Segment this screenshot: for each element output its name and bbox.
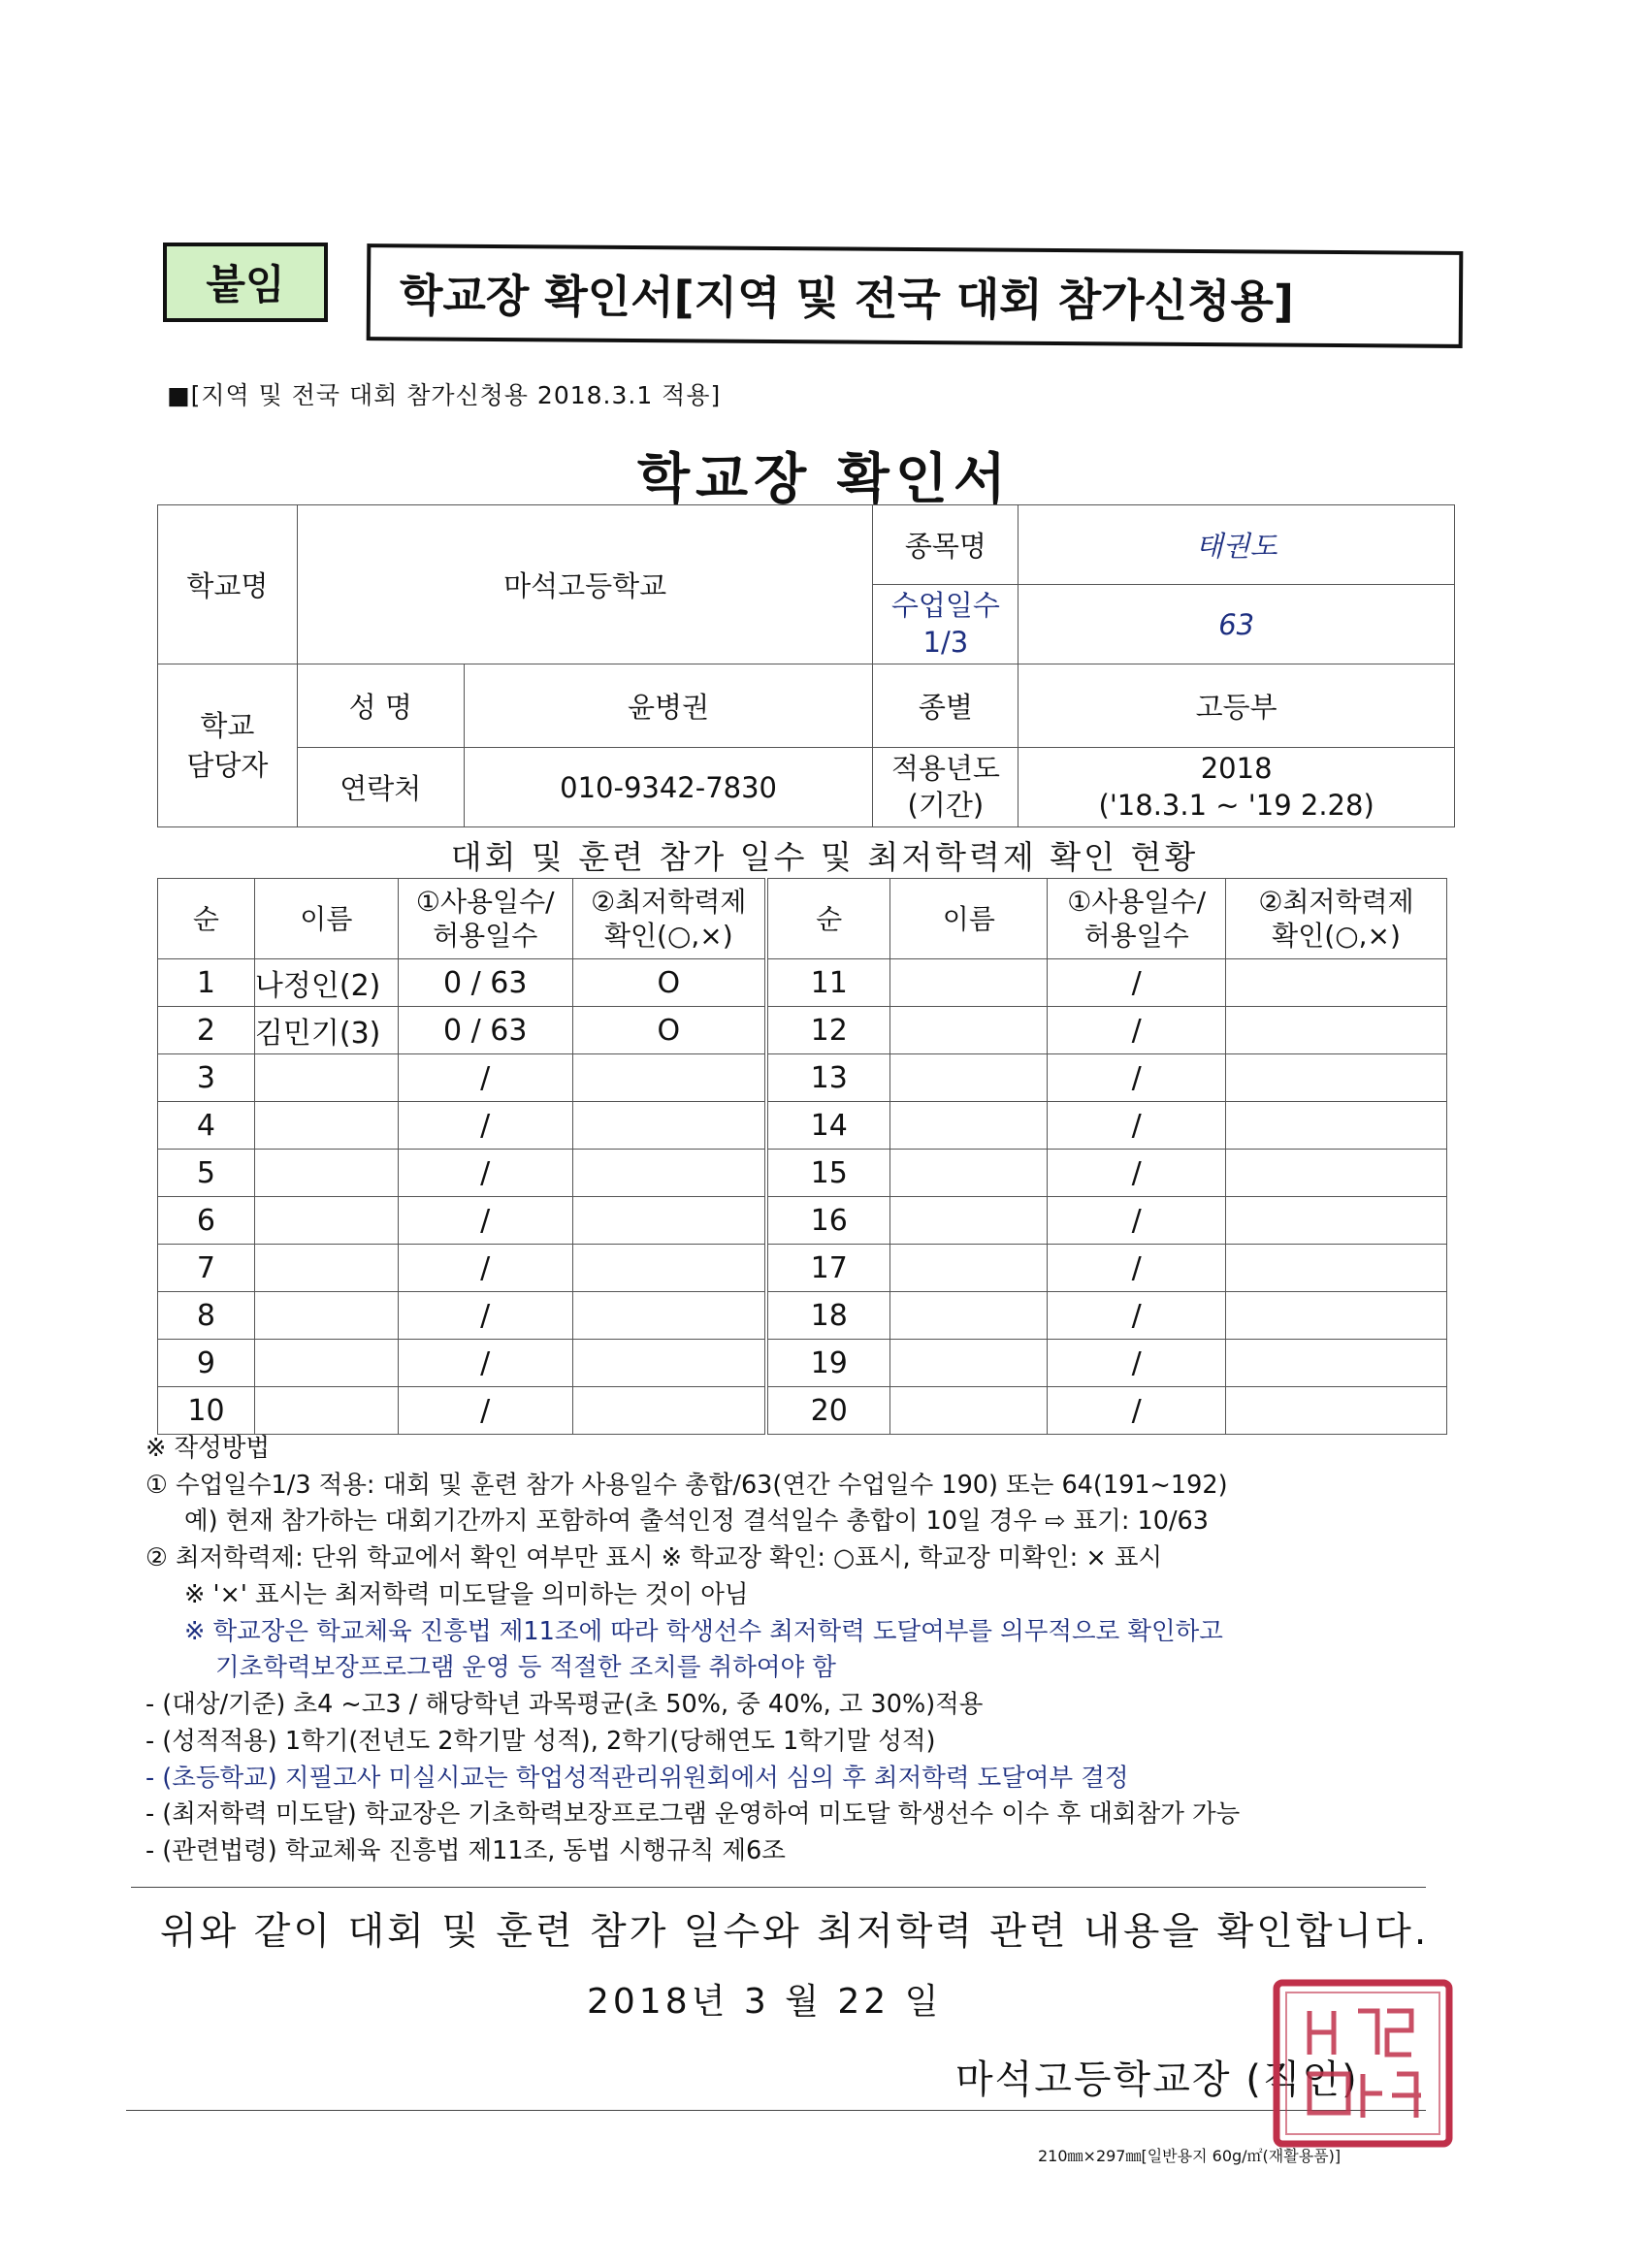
used-days: /: [1048, 1197, 1226, 1245]
participation-table: [157, 878, 1447, 1435]
min-academic-check: [1226, 1245, 1447, 1292]
application-note: ■[지역 및 전국 대회 참가신청용 2018.3.1 적용]: [167, 381, 722, 409]
confirmation-statement: 위와 같이 대회 및 훈련 참가 일수와 최저학력 관련 내용을 확인합니다.: [160, 1910, 1430, 1954]
student-name: [254, 1292, 398, 1340]
student-name: [890, 1245, 1048, 1292]
header-days-line2: 허용일수: [433, 920, 538, 952]
min-academic-check: [1226, 1387, 1447, 1435]
row-no: 13: [766, 1054, 890, 1102]
method-line-11: - (관련법령) 학교체육 진흥법 제11조, 동법 시행규칙 제6조: [146, 1836, 786, 1866]
header-no-right: 순: [766, 879, 890, 959]
student-name: [254, 1197, 398, 1245]
min-academic-check: O: [572, 959, 766, 1007]
row-no: 11: [766, 959, 890, 1007]
table-row: [158, 1387, 1447, 1435]
row-no: 4: [158, 1102, 255, 1150]
issue-date: 2018년 3 월 22 일: [587, 1982, 943, 2022]
event-label: 종목명: [873, 505, 1018, 585]
instructions: [146, 1431, 1523, 1870]
category-value: 고등부: [1018, 664, 1455, 748]
student-name: [890, 1054, 1048, 1102]
row-no: 3: [158, 1054, 255, 1102]
table-row: [158, 959, 1447, 1007]
used-days: /: [398, 1150, 572, 1197]
method-line-2: 예) 현재 참가하는 대회기간까지 포함하여 출석인정 결석일수 총합이 10일 경우 ⇨ 표기: 10/63: [184, 1507, 1209, 1537]
year-value-line2: ('18.3.1 ~ '19 2.28): [1098, 788, 1374, 822]
official-seal-stamp: [1271, 1977, 1455, 2150]
student-name: [890, 1197, 1048, 1245]
min-academic-check: [1226, 1292, 1447, 1340]
divider-top: [131, 1887, 1426, 1888]
header-check-right-line2: 확인(○,×): [1272, 920, 1401, 952]
min-academic-check: [1226, 1102, 1447, 1150]
method-heading: ※ 작성방법: [146, 1434, 271, 1463]
header-days-line1: ①사용일수/: [415, 886, 555, 918]
principal-signature-line: 마석고등학교장 (직인): [955, 2057, 1359, 2102]
used-days: /: [398, 1197, 572, 1245]
min-academic-check: [1226, 1340, 1447, 1387]
method-line-6: 기초학력보장프로그램 운영 등 적절한 조치를 취하여야 함: [215, 1653, 836, 1683]
row-no: 9: [158, 1340, 255, 1387]
table-row: [158, 1007, 1447, 1054]
student-name: [890, 1292, 1048, 1340]
year-label-line1: 적용년도: [890, 751, 1000, 785]
used-days: /: [1048, 1387, 1226, 1435]
student-name: [254, 1245, 398, 1292]
row-no: 12: [766, 1007, 890, 1054]
min-academic-check: [1226, 959, 1447, 1007]
contact-label-line2: 담당자: [186, 748, 269, 782]
method-line-5: ※ 학교장은 학교체육 진흥법 제11조에 따라 학생선수 최저학력 도달여부를 의무적으로 확인하고: [184, 1616, 1223, 1646]
used-days: /: [1048, 1292, 1226, 1340]
header-days-right-line1: ①사용일수/: [1067, 886, 1207, 918]
table-row: [158, 1292, 1447, 1340]
days-value: 63: [1018, 585, 1455, 664]
header-title: 학교장 확인서[지역 및 전국 대회 참가신청용]: [367, 243, 1464, 348]
student-name: [254, 1102, 398, 1150]
used-days: /: [398, 1102, 572, 1150]
min-academic-check: [572, 1150, 766, 1197]
method-line-9: - (초등학교) 지필고사 미실시교는 학업성적관리위원회에서 심의 후 최저학력 도달여부 결정: [146, 1763, 1129, 1793]
student-name: [890, 1102, 1048, 1150]
phone-label: 연락처: [297, 748, 464, 827]
student-name: [890, 1340, 1048, 1387]
used-days: 0 / 63: [398, 959, 572, 1007]
row-no: 19: [766, 1340, 890, 1387]
row-no: 20: [766, 1387, 890, 1435]
table-row: [158, 1245, 1447, 1292]
name-value: 윤병권: [464, 664, 873, 748]
days-label-line2: 1/3: [922, 625, 969, 659]
header-no: 순: [158, 879, 255, 959]
year-value-line1: 2018: [1200, 751, 1273, 785]
header-check-line2: 확인(○,×): [603, 920, 733, 952]
row-no: 15: [766, 1150, 890, 1197]
phone-value: 010-9342-7830: [464, 748, 873, 827]
header-name-right: 이름: [890, 879, 1048, 959]
row-no: 14: [766, 1102, 890, 1150]
min-academic-check: [1226, 1007, 1447, 1054]
row-no: 16: [766, 1197, 890, 1245]
row-no: 5: [158, 1150, 255, 1197]
min-academic-check: O: [572, 1007, 766, 1054]
row-no: 10: [158, 1387, 255, 1435]
used-days: /: [1048, 1054, 1226, 1102]
min-academic-check: [572, 1245, 766, 1292]
row-no: 6: [158, 1197, 255, 1245]
school-value: 마석고등학교: [297, 505, 873, 664]
row-no: 2: [158, 1007, 255, 1054]
used-days: /: [398, 1054, 572, 1102]
used-days: /: [1048, 959, 1226, 1007]
used-days: /: [398, 1340, 572, 1387]
table-row: [158, 1340, 1447, 1387]
student-name: [254, 1054, 398, 1102]
method-line-1: ① 수업일수1/3 적용: 대회 및 훈련 참가 사용일수 총합/63(연간 수업일수 190) 또는 64(191~192): [146, 1470, 1228, 1500]
table-row: [158, 1197, 1447, 1245]
used-days: /: [398, 1245, 572, 1292]
student-name: 나정인(2): [254, 959, 398, 1007]
min-academic-check: [1226, 1197, 1447, 1245]
school-label: 학교명: [158, 505, 298, 664]
used-days: /: [1048, 1102, 1226, 1150]
table-row: [158, 1054, 1447, 1102]
row-no: 8: [158, 1292, 255, 1340]
row-no: 7: [158, 1245, 255, 1292]
min-academic-check: [572, 1387, 766, 1435]
used-days: /: [1048, 1150, 1226, 1197]
min-academic-check: [1226, 1054, 1447, 1102]
student-name: 김민기(3): [254, 1007, 398, 1054]
min-academic-check: [572, 1340, 766, 1387]
row-no: 18: [766, 1292, 890, 1340]
student-name: [890, 1007, 1048, 1054]
days-label-line1: 수업일수: [890, 588, 1000, 622]
name-label: 성 명: [297, 664, 464, 748]
divider-bottom: [126, 2110, 1426, 2111]
student-name: [890, 1387, 1048, 1435]
student-name: [890, 959, 1048, 1007]
table-row: [158, 1102, 1447, 1150]
attachment-badge: 붙임: [163, 243, 328, 322]
used-days: /: [398, 1292, 572, 1340]
method-line-8: - (성적적용) 1학기(전년도 2학기말 성적), 2학기(당해연도 1학기말 성적): [146, 1726, 936, 1756]
used-days: 0 / 63: [398, 1007, 572, 1054]
min-academic-check: [572, 1292, 766, 1340]
used-days: /: [1048, 1340, 1226, 1387]
used-days: /: [1048, 1245, 1226, 1292]
table-header-row: [158, 879, 1447, 959]
paper-spec: 210㎜×297㎜[일반용지 60g/㎡(재활용품)]: [1038, 2147, 1342, 2165]
event-value: 태권도: [1018, 505, 1455, 585]
used-days: /: [1048, 1007, 1226, 1054]
contact-label-line1: 학교: [200, 708, 255, 742]
header-days-right-line2: 허용일수: [1083, 920, 1189, 952]
student-name: [890, 1150, 1048, 1197]
row-no: 1: [158, 959, 255, 1007]
table-row: [158, 1150, 1447, 1197]
section-title: 대회 및 훈련 참가 일수 및 최저학력제 확인 현황: [450, 838, 1199, 876]
info-table: [157, 504, 1455, 827]
document-title: 학교장 확인서: [636, 448, 1013, 511]
min-academic-check: [572, 1054, 766, 1102]
student-name: [254, 1340, 398, 1387]
method-line-7: - (대상/기준) 초4 ~고3 / 해당학년 과목평균(초 50%, 중 40%, 고 30%)적용: [146, 1690, 984, 1720]
header-check-line1: ②최저학력제: [591, 886, 747, 918]
method-line-3: ② 최저학력제: 단위 학교에서 확인 여부만 표시 ※ 학교장 확인: ○표시, 학교장 미확인: × 표시: [146, 1543, 1163, 1573]
header-check-right-line1: ②최저학력제: [1258, 886, 1414, 918]
method-line-4: ※ '×' 표시는 최저학력 미도달을 의미하는 것이 아님: [184, 1579, 749, 1609]
student-name: [254, 1150, 398, 1197]
category-label: 종별: [873, 664, 1018, 748]
min-academic-check: [572, 1102, 766, 1150]
row-no: 17: [766, 1245, 890, 1292]
min-academic-check: [1226, 1150, 1447, 1197]
min-academic-check: [572, 1197, 766, 1245]
student-name: [254, 1387, 398, 1435]
used-days: /: [398, 1387, 572, 1435]
year-label-line2: (기간): [907, 788, 985, 822]
header-name: 이름: [254, 879, 398, 959]
method-line-10: - (최저학력 미도달) 학교장은 기초학력보장프로그램 운영하여 미도달 학생선수 이수 후 대회참가 가능: [146, 1799, 1241, 1830]
